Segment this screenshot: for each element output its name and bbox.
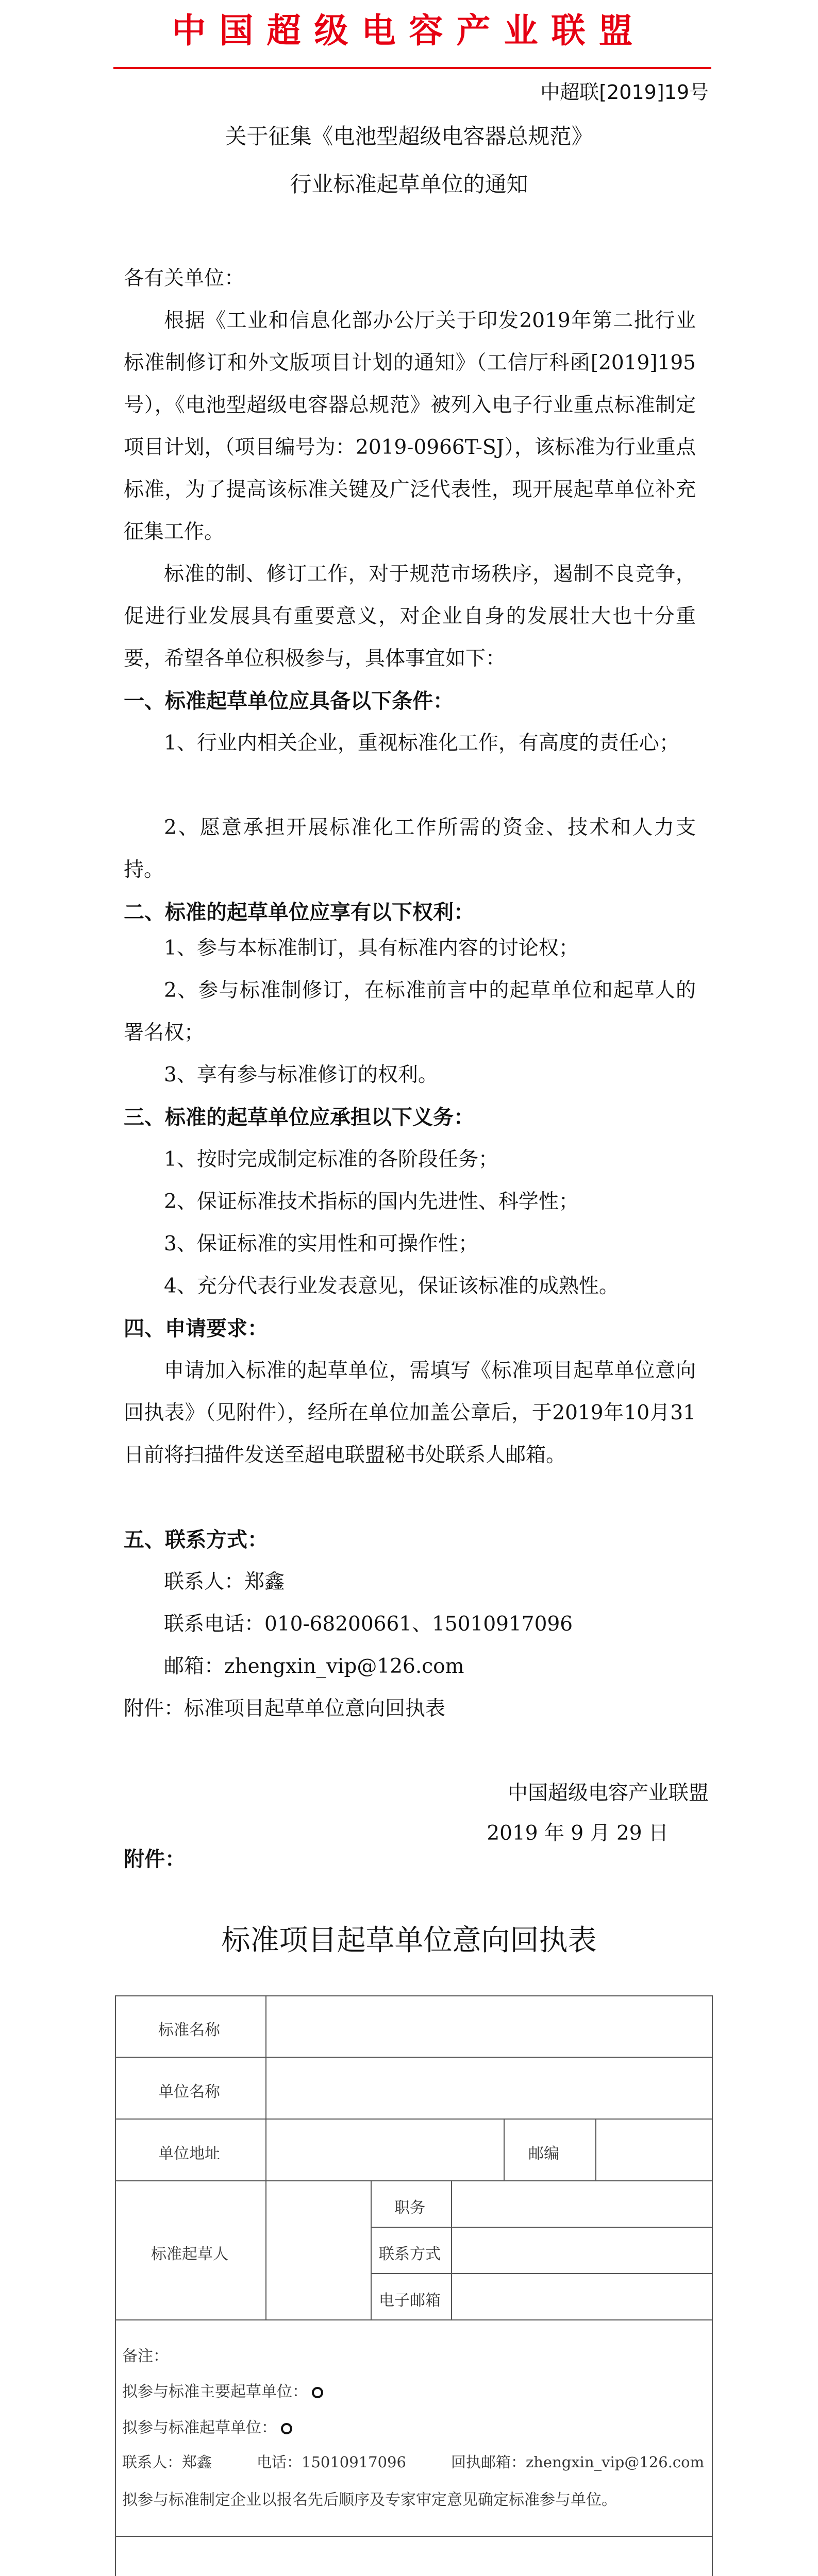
receipt-form-table <box>115 1995 713 2576</box>
signature-org: 中国超级电容产业联盟 <box>507 1782 709 1805</box>
section-4-heading: 四、申请要求： <box>124 1317 268 1341</box>
section-2-heading: 二、标准的起草单位应享有以下权利： <box>124 901 474 924</box>
label-standard-name: 标准名称 <box>158 2021 220 2039</box>
standard-name-field[interactable] <box>266 1996 712 2057</box>
form-contact-note: 联系人：郑鑫 电话：15010917096 回执邮箱：zhengxin_vip@126.com <box>122 2453 705 2471</box>
section-1-heading: 一、标准起草单位应具备以下条件： <box>124 689 454 713</box>
section-2-item-1: 1、参与本标准制订，具有标准内容的讨论权； <box>164 937 579 960</box>
drafter-unit-radio-icon[interactable] <box>281 2423 292 2434</box>
section-4-text: 申请加入标准的起草单位，需填写《标准项目起草单位意向回执表》（见附件），经所在单位加盖公章后，于2019年10月31日前将扫描件发送至超电联盟秘书处联系人邮箱。 <box>124 1359 696 1467</box>
section-1-item-1: 1、行业内相关企业，重视标准化工作，有高度的责任心； <box>164 732 679 755</box>
contact-phone: 联系电话：010-68200661、15010917096 <box>164 1613 573 1636</box>
section-5-heading: 五、联系方式： <box>124 1528 268 1552</box>
section-3-item-3: 3、保证标准的实用性和可操作性； <box>164 1232 478 1256</box>
section-2-item-3: 3、享有参与标准修订的权利。 <box>164 1063 438 1087</box>
attachment-label: 附件： <box>124 1848 186 1871</box>
section-3-heading: 三、标准的起草单位应承担以下义务： <box>124 1106 474 1129</box>
section-3-item-1: 1、按时完成制定标准的各阶段任务； <box>164 1148 498 1171</box>
drafter-name-field[interactable] <box>266 2181 371 2319</box>
remark-label: 备注： <box>122 2347 169 2365</box>
letterhead-title: 中国超级电容产业联盟 <box>172 10 646 50</box>
label-contact-method: 联系方式 <box>379 2245 441 2263</box>
main-drafter-label: 拟参与标准主要起草单位： <box>122 2383 308 2401</box>
drafter-unit-option[interactable] <box>122 2415 292 2437</box>
letterhead-divider <box>113 67 711 69</box>
contact-method-field[interactable] <box>452 2228 712 2273</box>
notice-title-line-2: 行业标准起草单位的通知 <box>290 172 528 197</box>
unit-address-field[interactable] <box>266 2120 504 2180</box>
order-note: 拟参与标准制定企业以报名先后顺序及专家审定意见确定标准参与单位。 <box>122 2491 617 2509</box>
section-2-item-2: 2、参与标准制修订，在标准前言中的起草单位和起草人的署名权； <box>124 979 696 1044</box>
email-field[interactable] <box>452 2274 712 2319</box>
label-email: 电子邮箱 <box>379 2292 441 2310</box>
section-3-item-2: 2、保证标准技术指标的国内先进性、科学性； <box>164 1190 579 1213</box>
section-3-item-4: 4、充分代表行业发表意见，保证该标准的成熟性。 <box>164 1275 619 1298</box>
document-number: 中超联[2019]19号 <box>540 81 709 104</box>
label-drafter: 标准起草人 <box>151 2245 228 2263</box>
unit-name-field[interactable] <box>266 2058 712 2119</box>
contact-email[interactable]: 邮箱：zhengxin_vip@126.com <box>164 1655 464 1678</box>
label-unit-address: 单位地址 <box>158 2145 220 2163</box>
main-drafter-option[interactable] <box>122 2379 323 2401</box>
position-field[interactable] <box>452 2181 712 2227</box>
label-unit-name: 单位名称 <box>158 2083 220 2101</box>
paragraph-2: 标准的制、修订工作，对于规范市场秩序，遏制不良竞争，促进行业发展具有重要意义，对企业自身的发展壮大也十分重要，希望各单位积极参与，具体事宜如下： <box>124 563 696 670</box>
label-postcode: 邮编 <box>528 2145 559 2163</box>
salutation: 各有关单位： <box>124 267 245 290</box>
section-1-item-2: 2、愿意承担开展标准化工作所需的资金、技术和人力支持。 <box>124 816 696 882</box>
drafter-unit-label: 拟参与标准起草单位： <box>122 2419 277 2437</box>
main-drafter-radio-icon[interactable] <box>312 2387 323 2398</box>
notice-title-line-1: 关于征集《电池型超级电容器总规范》 <box>225 124 593 149</box>
paragraph-1: 根据《工业和信息化部办公厅关于印发2019年第二批行业标准制修订和外文版项目计划的通知》（工信厅科函[2019]195号），《电池型超级电容器总规范》被列入电子行业重点标准制定项目计划，（项目编号为：2019-0966T-SJ），该标准为行业重点标准，为了提高该标准关键及广泛代表性，现开展起草单位补充征集工作。 <box>124 309 696 544</box>
contact-person: 联系人：郑鑫 <box>164 1570 285 1594</box>
form-title: 标准项目起草单位意向回执表 <box>221 1924 597 1957</box>
attachment-line: 附件：标准项目起草单位意向回执表 <box>124 1697 446 1720</box>
postcode-field[interactable] <box>596 2120 712 2180</box>
label-position: 职务 <box>394 2199 425 2217</box>
signature-date: 2019 年 9 月 29 日 <box>487 1822 669 1845</box>
